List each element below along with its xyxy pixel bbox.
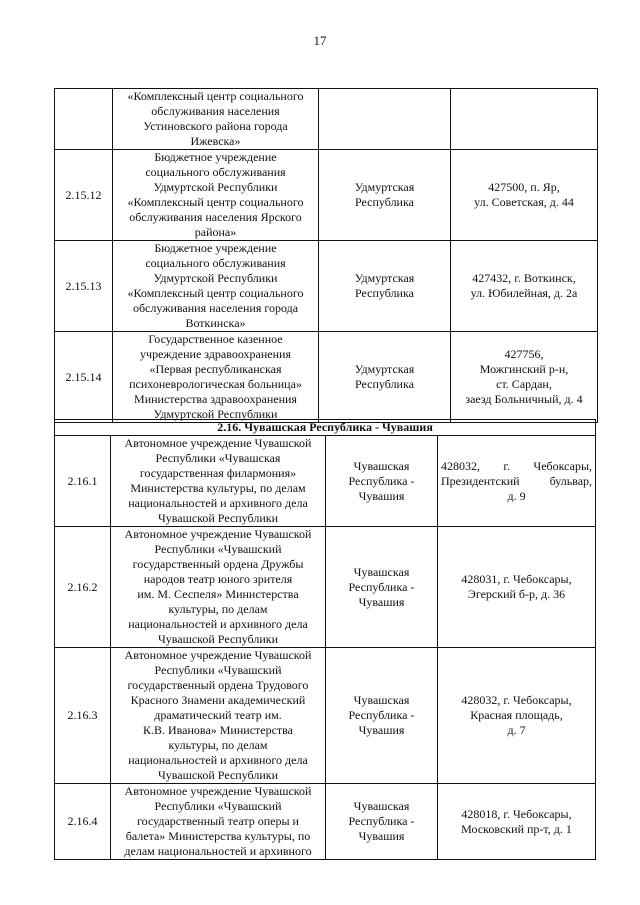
- table-row: [55, 150, 598, 241]
- row-number: 2.16.4: [55, 784, 111, 860]
- row-number: 2.15.13: [55, 241, 113, 332]
- row-number: [55, 89, 113, 150]
- region: Удмуртская Республика: [319, 150, 451, 241]
- organization-name: Автономное учреждение Чувашской Республики «Чувашский государственный ордена Дружбы народов театр юного зрителя им. М. Сеспеля» Министерства культуры, по делам национальностей и архивного дела Чувашской Республики: [111, 527, 326, 648]
- row-number: 2.16.1: [55, 436, 111, 527]
- table-row: [55, 241, 598, 332]
- address: [451, 89, 598, 150]
- address: 427500, п. Яр, ул. Советская, д. 44: [451, 150, 598, 241]
- region: Удмуртская Республика: [319, 332, 451, 423]
- region: Чувашская Республика - Чувашия: [326, 648, 438, 784]
- table-row: [55, 332, 598, 423]
- address: 428032, г. Чебоксары, Президентский бульвар, д. 9: [438, 436, 596, 527]
- table-row: [55, 89, 598, 150]
- organization-name: «Комплексный центр социального обслуживания населения Устиновского района города Ижевска»: [113, 89, 319, 150]
- region: Чувашская Республика - Чувашия: [326, 527, 438, 648]
- table-row: [55, 436, 596, 527]
- address: 428031, г. Чебоксары, Эгерский б-р, д. 36: [438, 527, 596, 648]
- section-header-row: [55, 420, 596, 436]
- row-number: 2.16.3: [55, 648, 111, 784]
- region: [319, 89, 451, 150]
- organizations-table-udmurt: [54, 88, 598, 423]
- region: Чувашская Республика - Чувашия: [326, 784, 438, 860]
- organization-name: Государственное казенное учреждение здравоохранения «Первая республиканская психоневрологическая больница» Министерства здравоохранения Удмуртской Республики: [113, 332, 319, 423]
- row-number: 2.15.14: [55, 332, 113, 423]
- address: 428032, г. Чебоксары, Красная площадь, д. 7: [438, 648, 596, 784]
- address: 427756, Можгинский р-н, ст. Сардан, заезд Больничный, д. 4: [451, 332, 598, 423]
- table-row: [55, 648, 596, 784]
- organization-name: Автономное учреждение Чувашской Республики «Чувашская государственная филармония» Министерства культуры, по делам национальностей и архивного дела Чувашской Республики: [111, 436, 326, 527]
- row-number: 2.16.2: [55, 527, 111, 648]
- address: 427432, г. Воткинск, ул. Юбилейная, д. 2а: [451, 241, 598, 332]
- organization-name: Бюджетное учреждение социального обслуживания Удмуртской Республики «Комплексный центр социального обслуживания населения города Воткинска»: [113, 241, 319, 332]
- organizations-table-chuvash: [54, 419, 596, 860]
- organization-name: Автономное учреждение Чувашской Республики «Чувашский государственный театр оперы и балета» Министерства культуры, по делам национальностей и архивного: [111, 784, 326, 860]
- table-row: [55, 527, 596, 648]
- section-title: 2.16. Чувашская Республика - Чувашия: [55, 420, 596, 436]
- page-number: 17: [313, 33, 327, 48]
- table-row: [55, 784, 596, 860]
- address: 428018, г. Чебоксары, Московский пр-т, д. 1: [438, 784, 596, 860]
- organization-name: Автономное учреждение Чувашской Республики «Чувашский государственный ордена Трудового Красного Знамени академический драматический театр им. К.В. Иванова» Министерства культуры, по делам национальностей и архивного дела Чувашской Республики: [111, 648, 326, 784]
- region: Чувашская Республика - Чувашия: [326, 436, 438, 527]
- organization-name: Бюджетное учреждение социального обслуживания Удмуртской Республики «Комплексный центр социального обслуживания населения Ярского района»: [113, 150, 319, 241]
- region: Удмуртская Республика: [319, 241, 451, 332]
- row-number: 2.15.12: [55, 150, 113, 241]
